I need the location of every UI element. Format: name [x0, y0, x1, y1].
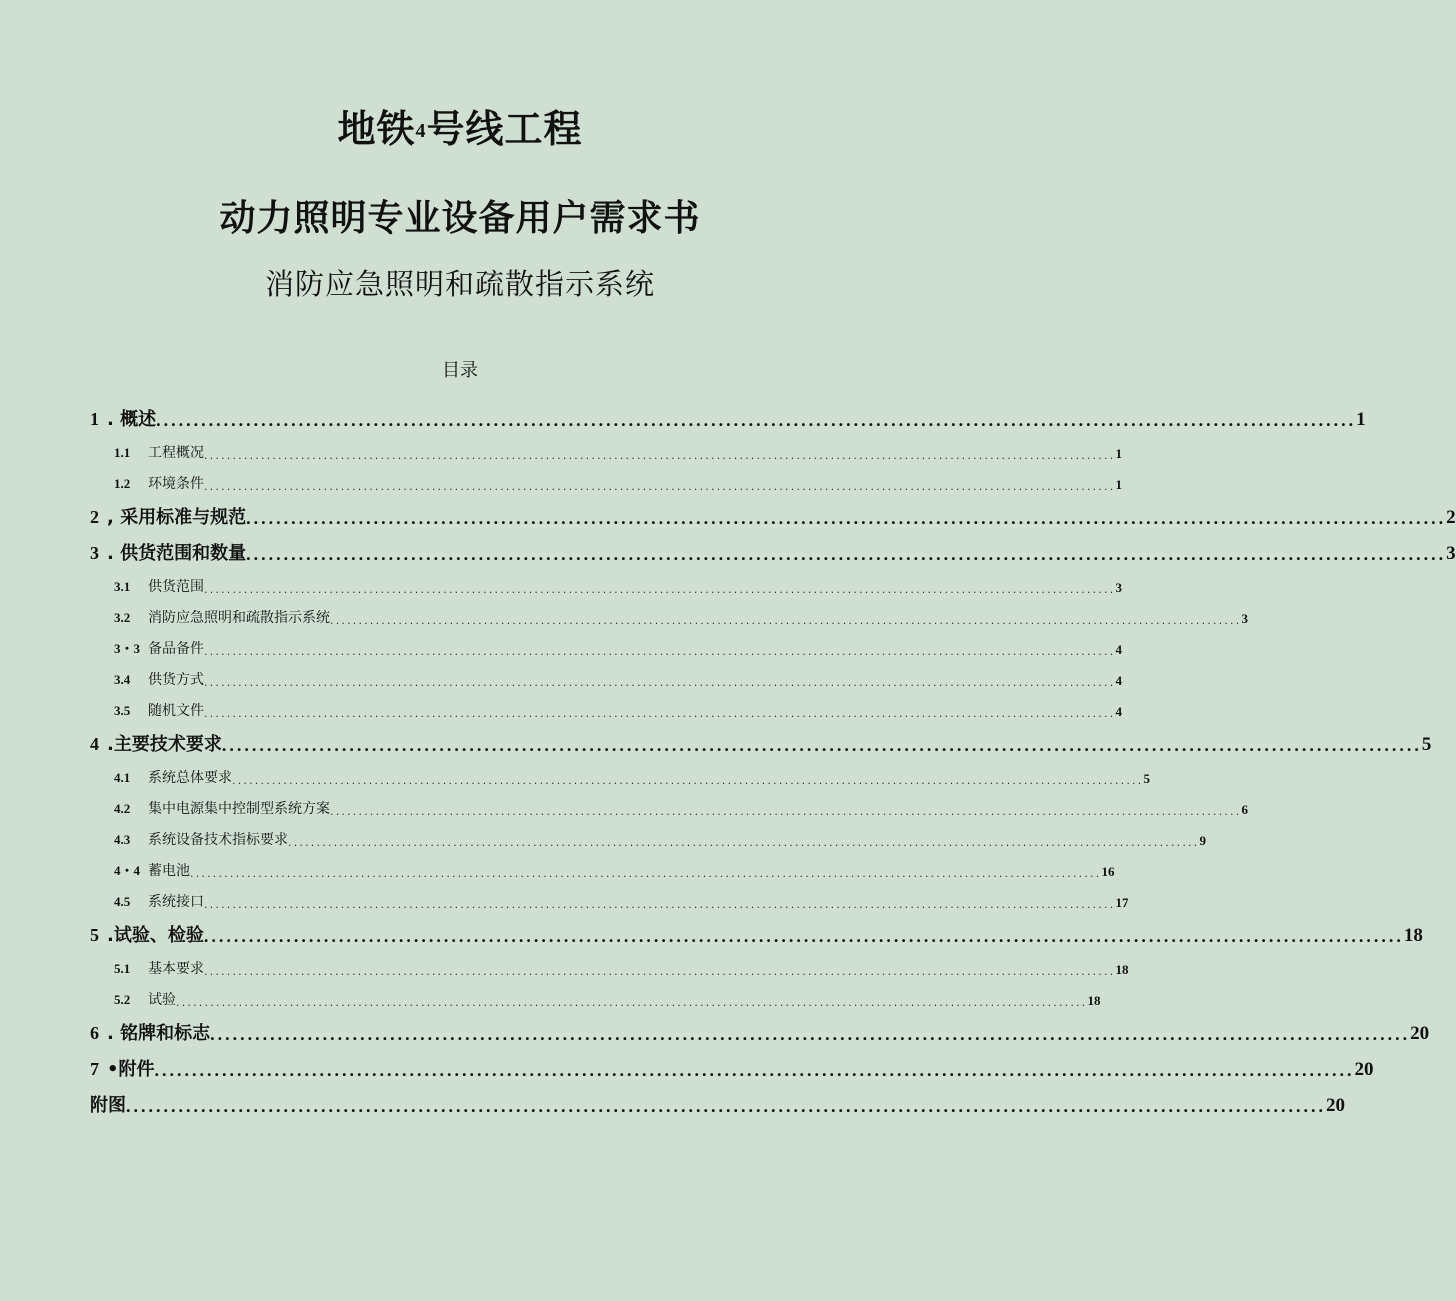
toc-entry-number: 5.1	[114, 961, 131, 976]
toc-entry[interactable]	[90, 756, 1150, 787]
toc-entry-page: 4	[1115, 642, 1122, 657]
toc-entry-label: , 采用标准与规范	[107, 507, 247, 528]
toc-entry-label: .试验、检验	[107, 925, 204, 946]
toc-leader: ................................................................................................................................................................	[156, 410, 1357, 430]
toc-entry-number: 1.2	[114, 476, 131, 491]
toc-entry-page: 2	[1446, 507, 1456, 528]
title-part-b: 号线工程	[426, 107, 583, 151]
toc-entry[interactable]	[90, 529, 1456, 565]
toc-leader: ................................................................................................................................................................	[204, 965, 1116, 978]
toc-entry-number: 3	[90, 543, 99, 563]
title-part-a: 地铁	[337, 107, 416, 151]
toc-leader: ................................................................................................................................................................	[204, 583, 1116, 596]
toc-entry-number: 2	[90, 507, 99, 527]
toc-entry[interactable]	[90, 880, 1129, 911]
toc-entry-page: 20	[1410, 1023, 1430, 1044]
toc-leader: ................................................................................................................................................................	[204, 480, 1116, 493]
toc-entry-page: 3	[1241, 611, 1248, 626]
toc-entry-label: 环境条件	[148, 476, 204, 492]
toc-entry-number: 3.1	[114, 579, 131, 594]
table-of-contents	[90, 395, 1456, 1117]
toc-entry-number: 4.2	[114, 801, 131, 816]
toc-entry-page: 18	[1403, 925, 1423, 946]
toc-leader: ................................................................................................................................................................	[330, 614, 1242, 627]
toc-entry-label: 备品备件	[148, 641, 204, 657]
toc-entry-page: 16	[1101, 864, 1115, 879]
toc-entry[interactable]	[90, 658, 1122, 689]
toc-entry[interactable]	[90, 978, 1101, 1009]
toc-leader: ................................................................................................................................................................	[126, 1096, 1326, 1116]
toc-entry-label: . 供货范围和数量	[107, 543, 247, 564]
toc-entry-label: 工程概况	[148, 445, 204, 461]
toc-entry-label: .主要技术要求	[107, 734, 222, 755]
toc-entry-label: 系统接口	[148, 894, 204, 910]
toc-entry-label: . 铭牌和标志	[107, 1023, 211, 1044]
toc-entry-label: 蓄电池	[148, 863, 190, 879]
toc-leader: ................................................................................................................................................................	[288, 836, 1200, 849]
toc-entry-label: 随机文件	[148, 703, 204, 719]
toc-entry-number: 3.5	[114, 703, 131, 718]
toc-entry[interactable]	[90, 911, 1423, 947]
toc-leader: ................................................................................................................................................................	[246, 508, 1447, 528]
toc-entry-page: 17	[1115, 895, 1129, 910]
toc-leader: ................................................................................................................................................................	[176, 996, 1088, 1009]
toc-entry[interactable]	[90, 947, 1129, 978]
toc-entry[interactable]	[90, 493, 1456, 529]
toc-leader: ................................................................................................................................................................	[330, 805, 1242, 818]
document-subtitle: 动力照明专业设备用户需求书	[219, 198, 701, 239]
toc-entry-page: 6	[1241, 802, 1248, 817]
toc-entry-label: 供货范围	[148, 579, 204, 595]
toc-entry-number: 3.4	[114, 672, 131, 687]
toc-entry-page: 18	[1115, 962, 1129, 977]
toc-entry-number: 1	[90, 409, 99, 429]
toc-leader: ................................................................................................................................................................	[221, 735, 1422, 755]
toc-leader: ................................................................................................................................................................	[204, 449, 1116, 462]
toc-entry-number: 3.2	[114, 610, 131, 625]
toc-entry[interactable]	[90, 818, 1206, 849]
toc-entry[interactable]	[90, 431, 1122, 462]
toc-leader: ................................................................................................................................................................	[210, 1024, 1411, 1044]
toc-entry-number: 4	[90, 734, 99, 754]
toc-leader: ................................................................................................................................................................	[246, 544, 1447, 564]
toc-entry-page: 3	[1446, 543, 1456, 564]
toc-entry-number: 4.5	[114, 894, 131, 909]
toc-entry-label: 系统总体要求	[148, 770, 232, 786]
toc-leader: ................................................................................................................................................................	[190, 867, 1102, 880]
toc-heading: 目录	[442, 360, 478, 381]
toc-entry-label: 集中电源集中控制型系统方案	[148, 801, 330, 817]
document-system-name: 消防应急照明和疏散指示系统	[264, 267, 655, 301]
toc-entry[interactable]	[90, 462, 1122, 493]
toc-entry-page: 9	[1199, 833, 1206, 848]
toc-entry-page: 18	[1087, 993, 1101, 1008]
toc-entry-page: 4	[1115, 673, 1122, 688]
toc-entry-label: •附件	[107, 1059, 155, 1080]
toc-entry[interactable]	[90, 596, 1248, 627]
toc-entry-label: 供货方式	[148, 672, 204, 688]
document-title	[0, 98, 920, 153]
toc-leader: ................................................................................................................................................................	[154, 1060, 1355, 1080]
toc-entry-label: 附图	[90, 1095, 126, 1116]
toc-entry[interactable]	[90, 565, 1122, 596]
toc-entry[interactable]	[90, 1009, 1430, 1045]
toc-entry-page: 20	[1326, 1095, 1345, 1116]
toc-entry[interactable]	[90, 787, 1248, 818]
toc-entry-number: 5.2	[114, 992, 131, 1007]
toc-leader: ................................................................................................................................................................	[204, 645, 1116, 658]
toc-entry-number: 5	[90, 925, 99, 945]
toc-entry-number: 3・3	[114, 641, 141, 656]
toc-leader: ................................................................................................................................................................	[204, 676, 1116, 689]
title-line-number: 4	[415, 120, 427, 142]
toc-entry-label: 基本要求	[148, 961, 204, 977]
toc-leader: ................................................................................................................................................................	[204, 898, 1116, 911]
toc-entry-label: 试验	[148, 992, 176, 1008]
toc-entry-label: 消防应急照明和疏散指示系统	[148, 610, 330, 626]
toc-entry-page: 1	[1356, 409, 1366, 430]
toc-entry-page: 5	[1421, 734, 1432, 755]
toc-entry-page: 20	[1354, 1059, 1374, 1080]
toc-entry-page: 3	[1115, 580, 1122, 595]
toc-entry-number: 1.1	[114, 445, 131, 460]
toc-entry-number: 4・4	[114, 863, 141, 878]
toc-entry[interactable]	[90, 720, 1432, 756]
toc-entry-number: 6	[90, 1023, 99, 1043]
toc-entry-number: 4.3	[114, 832, 131, 847]
toc-entry-page: 4	[1115, 704, 1122, 719]
toc-entry-number: 7	[90, 1059, 99, 1079]
toc-entry-number: 4.1	[114, 770, 131, 785]
toc-entry[interactable]	[90, 395, 1366, 431]
toc-entry[interactable]	[90, 1081, 1345, 1117]
toc-entry-page: 1	[1115, 477, 1122, 492]
toc-entry[interactable]	[90, 627, 1122, 658]
toc-entry-label: 系统设备技术指标要求	[148, 832, 288, 848]
toc-entry-label: . 概述	[107, 409, 157, 430]
toc-entry[interactable]	[90, 1045, 1374, 1081]
toc-leader: ................................................................................................................................................................	[203, 926, 1404, 946]
toc-entry[interactable]	[90, 849, 1115, 880]
toc-leader: ................................................................................................................................................................	[232, 774, 1144, 787]
toc-leader: ................................................................................................................................................................	[204, 707, 1116, 720]
toc-entry-page: 1	[1115, 446, 1122, 461]
toc-entry-page: 5	[1143, 771, 1150, 786]
toc-entry[interactable]	[90, 689, 1122, 720]
